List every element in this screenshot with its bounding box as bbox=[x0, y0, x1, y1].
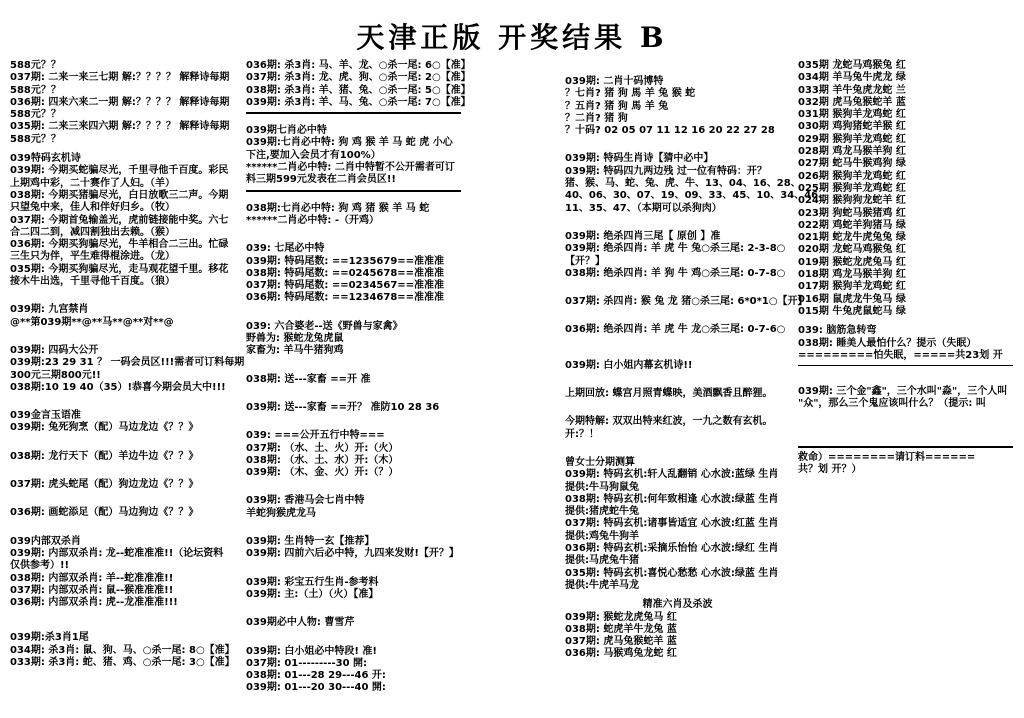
text-line: 037期: 内部双杀肖: 鼠--猴准准准!! bbox=[10, 584, 174, 596]
text-line: 022期 鸡蛇羊狗猪马 绿 bbox=[798, 219, 906, 231]
section-heading: 039期: 白小姐必中特段! 准! bbox=[246, 645, 377, 657]
text-line: 028期 鸡龙马猴羊狗 红 bbox=[798, 146, 906, 158]
text-line: 588元？？ bbox=[10, 133, 61, 145]
zodiac-mystery-section bbox=[246, 536, 468, 561]
section-heading: 039期:杀3肖1尾 bbox=[10, 632, 89, 644]
text-line: 020期 龙蛇马鸡猴兔 红 bbox=[798, 244, 906, 256]
text-line: 034期 羊马兔牛虎龙 绿 bbox=[798, 72, 906, 84]
text-line: 【开？】 bbox=[565, 255, 605, 267]
text-line: 039期: 主:（土）（火）【准】 bbox=[246, 588, 379, 600]
text-line: ？十码? 02 05 07 11 12 16 20 22 27 28 bbox=[565, 125, 775, 137]
text-line: 接木牛出选，千里寻他千百度。（狼） bbox=[10, 276, 175, 288]
five-elements-section bbox=[246, 430, 468, 479]
text-line: 035期: 特码玄机:喜悦心愁愁 心水波:绿蓝 生肖 bbox=[565, 567, 779, 579]
internal-kill-section bbox=[10, 536, 240, 610]
section-heading: 039期: 二肖十码博特 bbox=[565, 76, 664, 87]
text-line: 036期: 画蛇添足（配）马边狗边《？？》 bbox=[10, 507, 199, 519]
two-zodiac-ten-code-section bbox=[565, 76, 790, 137]
text-line: 038期: 今期买猪骗尽光，白日放歌三二声。今期 bbox=[10, 189, 229, 201]
text-line: 038期: 蛇虎羊牛龙兔 蓝 bbox=[565, 623, 677, 635]
text-line: 038期: 龙行天下（配）羊边牛边《？？》 bbox=[10, 450, 199, 462]
divider bbox=[246, 190, 461, 192]
text-line: 029期 猴狗羊龙鸡蛇 红 bbox=[798, 133, 906, 145]
divider bbox=[798, 446, 1013, 448]
seven-zodiac-prev bbox=[246, 203, 468, 228]
text-line: 031期 猴狗羊龙鸡蛇 红 bbox=[798, 109, 906, 121]
text-line: 039期: 特码玄机:轩人乱翻销 心水波:蓝绿 生肖 bbox=[565, 469, 779, 481]
text-line: 032期 虎马兔猴蛇羊 蓝 bbox=[798, 96, 906, 108]
text-line: 036期: 马猴鸡兔龙蛇 红 bbox=[565, 648, 677, 660]
section-heading: 039特码玄机诗 bbox=[10, 153, 81, 165]
text-line: ******二肖必中特: 二肖中特暂不公开需者可订 bbox=[246, 162, 455, 174]
text-line: 只望兔中来，佳人和伴好归乡。（牧） bbox=[10, 202, 175, 214]
text-line: 039期: 绝杀四肖: 羊 虎 牛 兔○杀三尾: 2-3-8○ bbox=[565, 243, 786, 255]
text-line: 039期: 兔死狗烹（配）马边龙边《？？》 bbox=[10, 422, 199, 434]
nine-palace-section bbox=[10, 304, 240, 329]
text-line: 038期: 睡美人最怕什么？提示（失眠） bbox=[798, 337, 977, 349]
section-heading: 039: 七尾必中特 bbox=[246, 243, 325, 255]
text-line: 039期: 内部双杀肖: 龙--蛇准准准!!（论坛资料 bbox=[10, 547, 224, 559]
kill-three-continued bbox=[246, 60, 471, 109]
text-line: 038期: 特码尾数: ==0245678==准准准 bbox=[246, 267, 445, 279]
text-line: 588元？？ bbox=[10, 60, 61, 71]
section-heading: 039内部双杀肖 bbox=[10, 535, 81, 547]
kill-four-section bbox=[565, 230, 808, 337]
text-line: 016期 鼠虎龙牛兔马 绿 bbox=[798, 293, 906, 305]
text-line: ？五肖? 猪 狗 馬 羊 兔 bbox=[565, 100, 669, 112]
text-line: 037期: 特码尾数: ==0234567==准准准 bbox=[246, 280, 445, 292]
text-line: 039期: 三个金"鑫"，三个水叫"淼"，三个人叫 bbox=[798, 386, 1008, 398]
section-heading: 039: 六合婆老--送《野兽与家禽》 bbox=[246, 320, 403, 332]
text-line: 038期:10 19 40（35）!恭喜今期会员大中!!! bbox=[10, 381, 226, 393]
six-zodiac-history bbox=[798, 60, 1020, 318]
text-line: 588元？？ bbox=[10, 109, 61, 121]
six-zodiac-wave-section bbox=[565, 599, 790, 660]
text-line: 023期 狗蛇马猴猪鸡 红 bbox=[798, 207, 906, 219]
section-heading: 039期: 九宫禁肖 bbox=[10, 304, 89, 316]
text-line: 仅供参考）!! bbox=[10, 560, 70, 572]
text-line: 037期: 特码玄机:诸事皆适宜 心水波:红蓝 生肖 bbox=[565, 518, 779, 530]
white-lady-range-section bbox=[246, 646, 468, 695]
text-line: ？七肖? 猪 狗 馬 羊 兔 猴 蛇 bbox=[565, 88, 696, 100]
text-line: 015期 牛兔虎鼠蛇马 绿 bbox=[798, 305, 906, 317]
text-line: 039期: 杀3肖: 羊、马、兔、○杀一尾: 7○【准】 bbox=[246, 96, 471, 108]
text-line: 037期: 今期首兔输盖光，虎前链接能中奖。六七 bbox=[10, 214, 229, 226]
column-1 bbox=[10, 60, 245, 715]
brain-teaser-section bbox=[798, 325, 1020, 362]
text-line: 035期: 今期买狗骗尽光，走马观花望千里。移花 bbox=[10, 263, 229, 275]
text-line: 羊蛇狗猴虎龙马 bbox=[246, 507, 316, 519]
text-line: 035期: 二来三来四六期 解:？？？？ 解释诗每期 bbox=[10, 121, 230, 133]
text-line: 036期: 绝杀四肖: 羊 虎 牛 龙○杀三尾: 0-7-6○ bbox=[565, 324, 786, 336]
text-line: 037期: （水、土、火）开:（火） bbox=[246, 442, 399, 454]
text-line: 036期: 特码玄机:采摘乐怡怡 心水波:绿红 生肖 bbox=[565, 543, 779, 555]
text-line: 039期: 特码尾数: ==1235679==准准准 bbox=[246, 255, 445, 267]
text-line: 上期鸡中彩，二十赛作了人妇。（羊） bbox=[10, 177, 175, 189]
text-line: 037期: 虎头蛇尾（配）狗边龙边《？？》 bbox=[10, 479, 199, 491]
kill-three-section bbox=[10, 632, 240, 669]
riddle-answer-section bbox=[798, 452, 1020, 477]
white-lady-poem-section bbox=[565, 360, 790, 441]
text-line: 野兽为: 猴蛇龙兔虎鼠 bbox=[246, 333, 344, 345]
text-line: 021期 蛇龙牛虎兔兔 绿 bbox=[798, 232, 906, 244]
text-line: 家畜为: 羊马牛猪狗鸡 bbox=[246, 345, 344, 357]
text-line: 039期:23 29 31 ？ 一码会员区!!!需者可订料每期 bbox=[10, 357, 245, 369]
text-line: 038期: 送---家畜 ==开 准 bbox=[246, 373, 371, 385]
text-line: 038期: 特码玄机:何年致相逢 心水波:绿蓝 生肖 bbox=[565, 493, 779, 505]
section-heading: 039金言玉语准 bbox=[10, 410, 81, 422]
page-title: 天津正版 开奖结果 B bbox=[356, 21, 668, 54]
text-line: 039期: 今期买蛇骗尽光，千里寻他千百度。彩民 bbox=[10, 165, 229, 177]
text-line: 开:？！ bbox=[565, 428, 599, 440]
text-line: 救命）========请订料====== bbox=[798, 451, 976, 463]
mystery-poem-section bbox=[10, 153, 240, 288]
text-line: 037期: 杀四肖: 猴 兔 龙 猪○杀三尾: 6*0*1○【开】 bbox=[565, 296, 808, 308]
text-line: 025期 猴狗羊龙鸡蛇 红 bbox=[798, 182, 906, 194]
text-line: ？二肖? 猪 狗 bbox=[565, 112, 628, 124]
section-heading: 039期七肖必中特 bbox=[246, 125, 327, 137]
text-line: 039期: 送---家畜 ==开？ 准防10 28 36 bbox=[246, 401, 440, 413]
text-line: 11、35、47、（本期可以杀狗肉） bbox=[565, 202, 722, 214]
divider bbox=[798, 365, 1013, 366]
text-line: 039期: 猴蛇龙虎兔马 红 bbox=[565, 611, 677, 623]
text-line: 036期: 四来六来二一期 解:？？？？ 解释诗每期 bbox=[10, 96, 230, 108]
seven-tail-section bbox=[246, 243, 468, 304]
text-line: 提供:鸡兔牛狗羊 bbox=[565, 530, 639, 542]
text-line: "众"，那么三个鬼应该叫什么？（提示: 叫 bbox=[798, 398, 986, 410]
beast-livestock-section bbox=[246, 321, 468, 414]
text-line: 035期 龙蛇马鸡猴兔 红 bbox=[798, 60, 906, 71]
text-line: 038期: （水、土、水）开:（木） bbox=[246, 454, 399, 466]
text-line: 027期 蛇马牛猴鸡狗 绿 bbox=[798, 158, 906, 170]
section-heading: 039期: 白小姐内幕玄机诗!! bbox=[565, 359, 693, 371]
text-line: 上期回放: 蝶宫月照青蝶映，美酒飘香且醉狸。 bbox=[565, 388, 773, 400]
text-line: 提供:牛马狗鼠兔 bbox=[565, 481, 639, 493]
column-4 bbox=[798, 60, 1020, 715]
text-line: 039期: 01---20 30---40 開: bbox=[246, 682, 386, 694]
golden-words-section bbox=[10, 410, 240, 519]
text-line: 036期: 杀3肖: 马、羊、龙、○杀一尾: 6○【准】 bbox=[246, 60, 471, 71]
text-line: @**第039期**@**马**@**对**@ bbox=[10, 316, 174, 328]
section-heading: 039: ===公开五行中特=== bbox=[246, 430, 385, 442]
four-code-section bbox=[10, 344, 245, 394]
text-line: 037期: 01---------30 開: bbox=[246, 657, 368, 669]
text-line: 037期: 虎马兔猴蛇羊 蓝 bbox=[565, 636, 677, 648]
text-line: 合二四二到，减四割独出去赖。（猴） bbox=[10, 226, 175, 238]
text-line: 030期 鸡狗猪蛇羊猴 红 bbox=[798, 121, 906, 133]
column-3 bbox=[565, 60, 829, 715]
text-line: 036期: 今期买狗骗尽光，牛羊相合二三出。忙碌 bbox=[10, 239, 229, 251]
text-line: 039期: 特码四九两边残 过一位有特码：开？ bbox=[565, 165, 767, 177]
text-line: 40、06、30、07、19、09、33、45、10、34、46、 bbox=[565, 190, 829, 202]
seven-zodiac-section bbox=[246, 125, 468, 186]
text-line: 今期特解: 双双出特来红波，一九之数有玄机。 bbox=[565, 416, 773, 428]
section-heading: 039期: 生肖特一玄【推荐】 bbox=[246, 536, 375, 548]
section-heading: 曾女士分期测算 bbox=[565, 456, 635, 468]
text-line: 038期:七肖必中特: 狗 鸡 猪 猴 羊 马 蛇 bbox=[246, 202, 430, 214]
column-2 bbox=[246, 60, 471, 715]
text-line: 034期: 杀3肖: 鼠、狗、马、○杀一尾: 8○【准】 bbox=[10, 644, 235, 656]
text-line: 038期: 01---28 29---46 开: bbox=[246, 670, 386, 682]
section-heading: 039期: 绝杀四肖三尾【 原创 】准 bbox=[565, 230, 721, 242]
text-line: 033期 羊牛兔虎龙蛇 兰 bbox=[798, 84, 906, 96]
text-line: 036期: 内部双杀肖: 虎--龙准准准!!! bbox=[10, 597, 178, 609]
text-line: ******二肖必中特: -（开鸡） bbox=[246, 214, 380, 226]
text-line: 036期: 特码尾数: ==1234678==准准准 bbox=[246, 292, 445, 304]
section-heading: 039期: 四码大公开 bbox=[10, 344, 99, 356]
text-line: 018期 鸡龙马猴羊狗 红 bbox=[798, 269, 906, 281]
text-line: 038期: 绝杀四肖: 羊 狗 牛 鸡○杀三尾: 0-7-8○ bbox=[565, 267, 786, 279]
text-line: 039期:七肖必中特: 狗 鸡 猴 羊 马 蛇 虎 小心 bbox=[246, 137, 453, 149]
section-heading: 039期: 特码生肖诗【猜中必中】 bbox=[565, 153, 714, 165]
text-line: 提供:马虎兔牛猪 bbox=[565, 555, 639, 567]
text-line: 037期: 二来一来三七期 解:？？？？ 解释诗每期 bbox=[10, 72, 230, 84]
text-line: 019期 猴蛇龙虎兔马 红 bbox=[798, 256, 906, 268]
section-heading: 039: 脑筋急转弯 bbox=[798, 325, 877, 337]
text-line: 三生只为伴，平生难得棍涂进。（龙） bbox=[10, 251, 175, 263]
text-line: 038期: 内部双杀肖: 羊--蛇准准准!! bbox=[10, 572, 174, 584]
text-line: 提供:牛虎羊马龙 bbox=[565, 579, 639, 591]
text-line: 038期: 杀3肖: 羊、猪、兔、○杀一尾: 5○【准】 bbox=[246, 84, 471, 96]
text-line: 039期: （木、金、火）开:（？） bbox=[246, 467, 399, 479]
explain-poem-section bbox=[10, 60, 240, 146]
figure-line: 039期必中人物: 曹雪芹 bbox=[246, 617, 355, 629]
section-heading: 039期: 彩宝五行生肖-参考料 bbox=[246, 576, 379, 588]
text-line: 提供:猪虎蛇牛兔 bbox=[565, 506, 639, 518]
section-heading: 039期: 香港马会七肖中特 bbox=[246, 495, 365, 507]
ms-zeng-section bbox=[565, 457, 790, 592]
text-line: 026期 猴狗羊龙鸡蛇 红 bbox=[798, 170, 906, 182]
text-line: 300元三期800元!! bbox=[10, 369, 101, 381]
text-line: 猪、猴、马、蛇、兔、虎、牛、13、04、16、28、 bbox=[565, 178, 801, 190]
text-line: 017期 猴狗羊龙鸡蛇 红 bbox=[798, 281, 906, 293]
text-line: 588元？？ bbox=[10, 84, 61, 96]
text-line: 033期: 杀3肖: 蛇、猪、鸡、○杀一尾: 3○【准】 bbox=[10, 656, 235, 668]
text-line: 料三期599元发表在二肖会员区!! bbox=[246, 174, 396, 186]
caibao-section bbox=[246, 577, 468, 602]
divider bbox=[246, 112, 461, 114]
text-line: 下注,要加入会员才有100%） bbox=[246, 149, 381, 161]
zodiac-poem-section bbox=[565, 153, 829, 214]
text-line: 039期: 四前六后必中特，九四来发财!【开？】 bbox=[246, 548, 459, 560]
text-line: 共？划 开？） bbox=[798, 464, 862, 476]
section-heading: 精准六肖及杀波 bbox=[642, 599, 713, 611]
text-line: 037期: 杀3肖: 龙、虎、狗、○杀一尾: 2○【准】 bbox=[246, 72, 471, 84]
hk-jockey-section bbox=[246, 495, 468, 520]
riddle-section bbox=[798, 386, 1020, 411]
text-line: =========怕失眠，=====共23划 开 bbox=[798, 349, 1003, 361]
text-line: 024期 猴狗狗龙蛇羊 红 bbox=[798, 195, 906, 207]
